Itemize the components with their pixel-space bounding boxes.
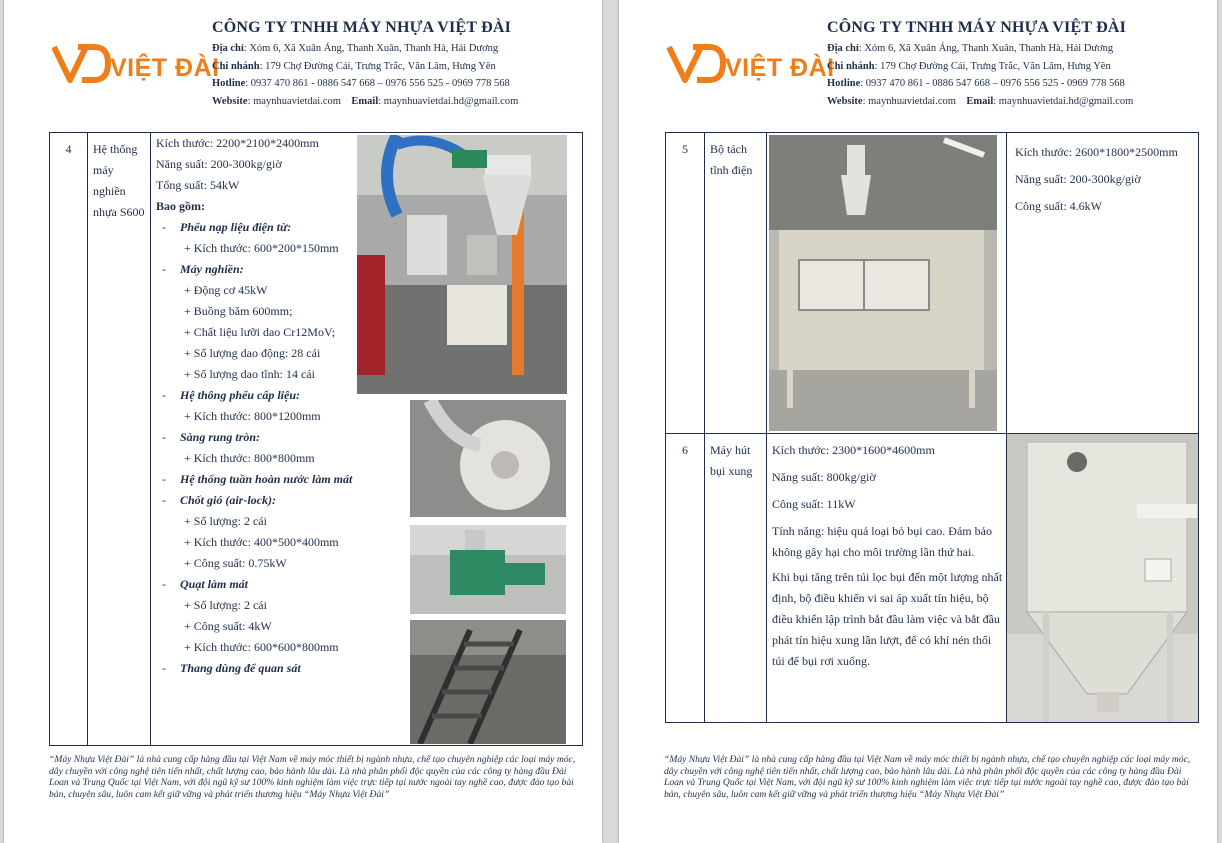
spec-power: Tổng suất: 54kW — [156, 178, 240, 192]
component-spec-line: + Số lượng dao tĩnh: 14 cái — [184, 367, 315, 381]
document-page-left — [4, 0, 602, 843]
item-name: Bộ tách tĩnh điện — [705, 133, 767, 434]
hotline-line: Hotline: 0937 470 861 - 0886 547 668 – 0976 556 525 - 0969 778 568 — [827, 78, 1125, 89]
vd-logo-mark-icon — [667, 42, 727, 84]
company-logo — [52, 42, 220, 84]
item-name: Hệ thống máy nghiền nhựa S600 — [88, 133, 151, 746]
stairs-photo — [410, 620, 566, 744]
address-line: Địa chỉ: Xóm 6, Xã Xuân Áng, Thanh Xuân, Thanh Hà, Hải Dương — [212, 43, 499, 54]
component-spec-line: + Kích thước: 600*600*800mm — [184, 640, 339, 654]
table-row — [666, 133, 1199, 434]
list-dash: - — [162, 388, 166, 402]
component-title: Máy nghiền: — [180, 262, 244, 276]
component-spec-line: + Kích thước: 800*800mm — [184, 451, 315, 465]
component-title: Chốt gió (air-lock): — [180, 493, 276, 507]
item-number: 5 — [666, 133, 705, 434]
document-page-right — [619, 0, 1217, 843]
spec-operation: Khi bụi tăng trên túi lọc bụi đến một lượng nhất định, bộ điều khiển vi sai áp xuất tín hiệu, bộ điều khiển lập trình bắt đầu làm việc và bắt đầu phát tín hiệu xung lần lượt, để có khí nén thổi túi để bụi rơi xuống. — [772, 570, 1003, 668]
company-logo — [667, 42, 835, 84]
item-description — [151, 133, 583, 746]
company-footer-note: “Máy Nhựa Việt Đài” là nhà cung cấp hàng đầu tại Việt Nam về máy móc thiết bị ngành nhựa, chế tạo chuyên nghiệp các loại máy móc, dây chuyền với công nghệ tiên tiến nhất, chất lượng cao, bảo hành lâu dài. Là nhà phân phối độc quyền của các công ty hàng đầu Đài Loan và Trung Quốc tại Việt Nam, với đội ngũ kỹ sư 100% kinh nghiệm làm việc trực tiếp tại nước ngoài tay nghề cao, được đào tạo bài bản, chuyên sâu, luôn cam kết giữ vững và phát triển thương hiệu “Máy Nhựa Việt Đài” — [664, 754, 1191, 800]
component-title: Phểu nạp liệu điện từ: — [180, 220, 292, 234]
item-description — [1007, 133, 1199, 434]
logo-text: VIỆT ĐÀI — [110, 54, 220, 82]
company-name: CÔNG TY TNHH MÁY NHỰA VIỆT ĐÀI — [212, 19, 512, 36]
spec-table-items-5-6 — [665, 132, 1199, 723]
address-line: Địa chỉ: Xóm 6, Xã Xuân Áng, Thanh Xuân, Thanh Hà, Hải Dương — [827, 43, 1114, 54]
component-spec-line: + Số lượng dao động: 28 cái — [184, 346, 321, 360]
electrostatic-separator-photo — [769, 135, 997, 431]
component-spec-line: + Công suất: 0.75kW — [184, 556, 287, 570]
spec-size: Kích thước: 2300*1600*4600mm — [772, 443, 935, 457]
list-dash: - — [162, 262, 166, 276]
table-row — [50, 133, 583, 746]
dust-collector-photo-cell — [1007, 434, 1199, 723]
item-number: 4 — [50, 133, 88, 746]
component-spec-line: + Kích thước: 400*500*400mm — [184, 535, 339, 549]
spec-size: Kích thước: 2600*1800*2500mm — [1015, 145, 1178, 159]
spec-includes-heading: Bao gồm: — [156, 199, 205, 213]
hotline-line: Hotline: 0937 470 861 - 0886 547 668 – 0976 556 525 - 0969 778 568 — [212, 78, 510, 89]
spec-capacity: Năng suất: 800kg/giờ — [772, 470, 876, 484]
spec-capacity: Năng suất: 200-300kg/giờ — [156, 157, 282, 171]
component-title: Sàng rung tròn: — [180, 430, 261, 444]
company-footer-note: “Máy Nhựa Việt Đài” là nhà cung cấp hàng đầu tại Việt Nam về máy móc thiết bị ngành nhựa, chế tạo chuyên nghiệp các loại máy móc, dây chuyền với công nghệ tiên tiến nhất, chất lượng cao, bảo hành lâu dài. Là nhà phân phối độc quyền của các công ty hàng đầu Đài Loan và Trung Quốc tại Việt Nam, với đội ngũ kỹ sư 100% kinh nghiệm làm việc trực tiếp tại nước ngoài tay nghề cao, được đào tạo bài bản, chuyên sâu, luôn cam kết giữ vững và phát triển thương hiệu “Máy Nhựa Việt Đài” — [49, 754, 576, 800]
grinder-system-photo — [357, 135, 567, 394]
list-dash: - — [162, 430, 166, 444]
letterhead — [212, 19, 597, 110]
item-name: Máy hút bụi xung — [705, 434, 767, 723]
website-line: Website: maynhuavietdai.com Email: maynhuavietdai.hd@gmail.com — [212, 95, 519, 107]
list-dash: - — [162, 493, 166, 507]
component-spec-line: + Chất liệu lưỡi dao Cr12MoV; — [184, 325, 336, 339]
fan-photo — [410, 400, 566, 517]
vd-logo-mark-icon — [52, 42, 112, 84]
component-title: Hệ thông phểu cấp liệu: — [180, 388, 301, 402]
component-spec-line: + Kích thước: 800*1200mm — [184, 409, 321, 423]
component-spec-line: + Kích thước: 600*200*150mm — [184, 241, 339, 255]
spec-capacity: Năng suất: 200-300kg/giờ — [1015, 172, 1141, 186]
list-dash: - — [162, 472, 166, 486]
electrostatic-separator-photo-cell — [767, 133, 1007, 434]
website-line: Website: maynhuavietdai.com Email: maynhuavietdai.hd@gmail.com — [827, 95, 1134, 107]
airlock-photo — [410, 525, 566, 614]
component-title: Thang dùng để quan sát — [180, 661, 301, 675]
list-dash: - — [162, 220, 166, 234]
list-dash: - — [162, 661, 166, 675]
spec-size: Kích thước: 2200*2100*2400mm — [156, 136, 319, 150]
logo-text: VIỆT ĐÀI — [725, 54, 835, 82]
component-spec-line: + Số lượng: 2 cái — [184, 514, 267, 528]
branch-line: Chi nhánh: 179 Chợ Đường Cái, Trưng Trắc, Văn Lâm, Hưng Yên — [827, 60, 1111, 72]
dust-collector-photo — [1007, 434, 1198, 722]
spec-table-item4 — [49, 132, 583, 746]
spec-feature: Tính năng: hiệu quả loại bỏ bụi cao. Đảm bảo không gây hại cho môi trường lần thứ hai. — [772, 524, 992, 559]
item-description — [767, 434, 1007, 723]
component-spec-line: + Động cơ 45kW — [184, 283, 268, 297]
table-row — [666, 434, 1199, 723]
spec-power: Công suất: 11kW — [772, 497, 856, 511]
spec-power: Công suất: 4.6kW — [1015, 199, 1102, 213]
branch-line: Chi nhánh: 179 Chợ Đường Cái, Trưng Trắc, Văn Lâm, Hưng Yên — [212, 60, 496, 72]
item-number: 6 — [666, 434, 705, 723]
component-spec-line: + Số lượng: 2 cái — [184, 598, 267, 612]
component-spec-line: + Buồng băm 600mm; — [184, 304, 293, 318]
component-title: Hệ thống tuần hoàn nước làm mát — [180, 472, 353, 486]
company-name: CÔNG TY TNHH MÁY NHỰA VIỆT ĐÀI — [827, 19, 1127, 36]
list-dash: - — [162, 577, 166, 591]
component-spec-line: + Công suất: 4kW — [184, 619, 272, 633]
component-title: Quạt làm mát — [180, 577, 249, 591]
letterhead — [827, 19, 1212, 110]
